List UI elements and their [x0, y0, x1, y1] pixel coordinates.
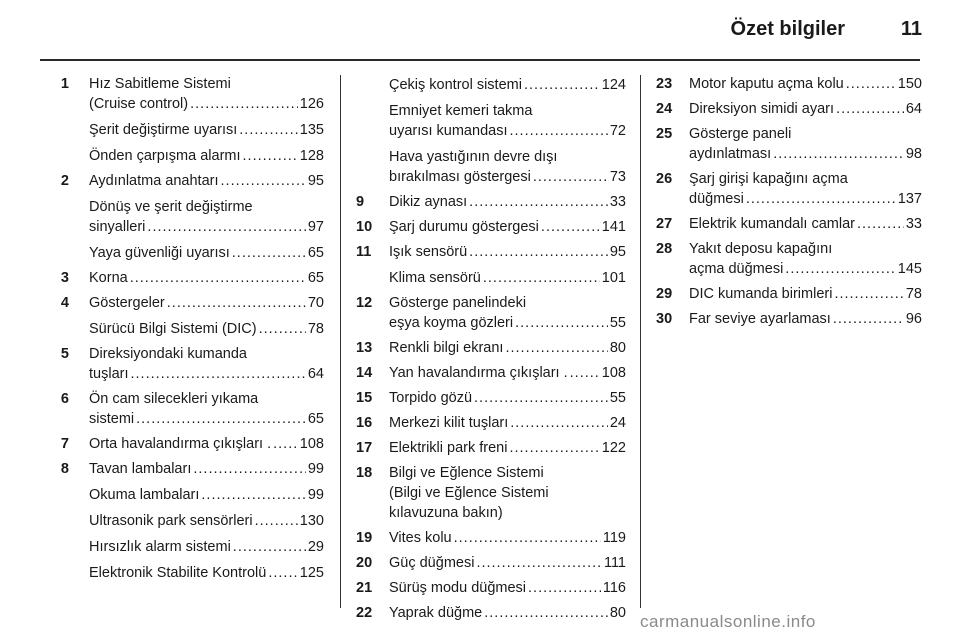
entry-text: Elektronik Stabilite Kontrolü [89, 565, 267, 581]
entry-line [389, 293, 626, 313]
entry-line [89, 217, 324, 237]
dot-leader [273, 434, 298, 454]
page-reference: 95 [307, 173, 324, 189]
item-number: 22 [356, 605, 373, 621]
entry-text: kılavuzuna bakın) [389, 505, 503, 521]
item-number: 29 [656, 286, 673, 302]
entry-text: Aydınlatma anahtarı [89, 173, 219, 189]
entry-line [389, 242, 626, 262]
page-reference: 141 [601, 219, 626, 235]
page-reference: 108 [601, 365, 626, 381]
index-entry [40, 563, 324, 583]
entry-text: eşya koyma gözleri [389, 315, 514, 331]
entry-line [389, 121, 626, 141]
entry-line [389, 578, 626, 598]
dot-leader [190, 94, 298, 114]
item-number: 11 [356, 244, 372, 260]
dot-leader [533, 167, 608, 187]
dot-leader [509, 438, 599, 458]
entry-text: Sürücü Bilgi Sistemi (DIC) [89, 321, 257, 337]
index-entry [40, 197, 324, 237]
index-column-1 [40, 75, 324, 589]
item-number: 6 [60, 391, 69, 407]
index-entry [40, 293, 324, 313]
dot-leader [541, 217, 600, 237]
index-entry [40, 434, 324, 454]
entry-line [389, 268, 626, 288]
index-entry [656, 99, 922, 119]
page-reference: 78 [905, 286, 922, 302]
page-reference: 98 [905, 146, 922, 162]
entry-line [389, 503, 626, 523]
entry-line [689, 124, 922, 144]
index-entry [356, 217, 626, 237]
dot-leader [469, 192, 608, 212]
item-number: 15 [356, 390, 373, 406]
dot-leader [193, 459, 306, 479]
entry-line [389, 167, 626, 187]
entry-text: Torpido gözü [389, 390, 473, 406]
index-entry [356, 242, 626, 262]
page-reference: 29 [307, 539, 324, 555]
entry-line [89, 537, 324, 557]
entry-line [689, 239, 922, 259]
entry-line [689, 144, 922, 164]
page-reference: 64 [905, 101, 922, 117]
page-reference: 135 [299, 122, 324, 138]
item-number: 26 [656, 171, 673, 187]
page-reference: 119 [602, 530, 626, 546]
entry-line [89, 146, 324, 166]
item-number: 4 [60, 295, 69, 311]
dot-leader [833, 309, 904, 329]
entry-text: Dönüş ve şerit değiştirme [89, 199, 253, 215]
page-reference: 55 [609, 390, 626, 406]
page-reference: 101 [601, 270, 626, 286]
dot-leader [505, 338, 607, 358]
entry-line [389, 313, 626, 333]
index-entry [656, 309, 922, 329]
dot-leader [167, 293, 306, 313]
index-entry [656, 284, 922, 304]
entry-text: tuşları [89, 366, 129, 382]
index-entry [356, 463, 626, 523]
dot-leader [846, 74, 896, 94]
page-reference: 78 [307, 321, 324, 337]
index-entry [40, 389, 324, 429]
entry-line [89, 243, 324, 263]
index-entry [356, 192, 626, 212]
entry-text: uyarısı kumandası [389, 123, 508, 139]
entry-line [689, 169, 922, 189]
page-reference: 124 [601, 77, 626, 93]
entry-text: Şarj durumu göstergesi [389, 219, 539, 235]
dot-leader [570, 363, 600, 383]
dot-leader [454, 528, 601, 548]
entry-line [89, 434, 324, 454]
entry-text: Çekiş kontrol sistemi [389, 77, 522, 93]
entry-line [689, 189, 922, 209]
index-entry [356, 363, 626, 383]
entry-text: Gösterge panelindeki [389, 295, 527, 311]
entry-text: Bilgi ve Eğlence Sistemi [389, 465, 544, 481]
entry-text: (Bilgi ve Eğlence Sistemi [389, 485, 549, 501]
page-reference: 108 [299, 436, 324, 452]
dot-leader [232, 243, 306, 263]
index-entry [40, 344, 324, 384]
entry-text: düğmesi [689, 191, 744, 207]
entry-line [389, 438, 626, 458]
entry-line [89, 293, 324, 313]
item-number: 28 [656, 241, 673, 257]
item-number: 5 [60, 346, 69, 362]
entry-text: Direksiyon simidi ayarı [689, 101, 835, 117]
index-entry [40, 268, 324, 288]
entry-line [689, 309, 922, 329]
dot-leader [476, 553, 602, 573]
index-entry [656, 74, 922, 94]
index-entry [40, 319, 324, 339]
item-number: 18 [356, 465, 373, 481]
entry-text: Göstergeler [89, 295, 165, 311]
item-number: 7 [60, 436, 69, 452]
index-entry [356, 268, 626, 288]
index-entry [40, 459, 324, 479]
entry-text: Motor kaputu açma kolu [689, 76, 844, 92]
entry-text: Yaprak düğme [389, 605, 483, 621]
page-reference: 99 [307, 487, 324, 503]
entry-line [89, 459, 324, 479]
entry-text: Hava yastığının devre dışı [389, 149, 558, 165]
index-entry [356, 528, 626, 548]
entry-line [89, 171, 324, 191]
index-entry [40, 74, 324, 114]
entry-line [89, 268, 324, 288]
dot-leader [524, 75, 600, 95]
page-reference: 111 [603, 555, 626, 571]
entry-text: Gösterge paneli [689, 126, 792, 142]
page-title: Özet bilgiler [730, 18, 845, 40]
entry-line [89, 485, 324, 505]
entry-line [389, 363, 626, 383]
index-entry [40, 120, 324, 140]
item-number: 23 [656, 76, 673, 92]
entry-line [89, 364, 324, 384]
item-number: 3 [60, 270, 69, 286]
dot-leader [836, 99, 904, 119]
entry-line [389, 338, 626, 358]
entry-text: Renkli bilgi ekranı [389, 340, 504, 356]
page-reference: 80 [609, 340, 626, 356]
dot-leader [201, 485, 305, 505]
entry-line [389, 192, 626, 212]
page-reference: 125 [299, 565, 324, 581]
dot-leader [509, 121, 607, 141]
page-reference: 64 [307, 366, 324, 382]
entry-text: Ultrasonik park sensörleri [89, 513, 253, 529]
page-reference: 65 [307, 245, 324, 261]
entry-line [89, 74, 324, 94]
entry-line [89, 511, 324, 531]
index-entry [40, 171, 324, 191]
dot-leader [484, 603, 608, 623]
column-divider [640, 75, 641, 608]
index-entry [40, 537, 324, 557]
index-entry [656, 124, 922, 164]
dot-leader [147, 217, 305, 237]
entry-line [689, 284, 922, 304]
page-number: 11 [900, 18, 922, 40]
item-number: 16 [356, 415, 373, 431]
entry-line [389, 217, 626, 237]
entry-line [389, 463, 626, 483]
index-entry [356, 293, 626, 333]
dot-leader [268, 563, 297, 583]
page-reference: 128 [299, 148, 324, 164]
index-entry [656, 169, 922, 209]
entry-text: Emniyet kemeri takma [389, 103, 533, 119]
index-entry [356, 388, 626, 408]
entry-text: Okuma lambaları [89, 487, 200, 503]
entry-line [89, 319, 324, 339]
entry-text: bırakılması göstergesi [389, 169, 531, 185]
entry-line [389, 147, 626, 167]
page-reference: 145 [897, 261, 922, 277]
page-reference: 70 [307, 295, 324, 311]
entry-line [389, 101, 626, 121]
entry-text: DIC kumanda birimleri [689, 286, 833, 302]
entry-text: sinyalleri [89, 219, 146, 235]
dot-leader [469, 242, 608, 262]
dot-leader [136, 409, 306, 429]
index-entry [656, 239, 922, 279]
entry-line [689, 74, 922, 94]
entry-line [689, 99, 922, 119]
entry-line [389, 553, 626, 573]
index-entry [40, 485, 324, 505]
index-entry [356, 338, 626, 358]
entry-line [389, 388, 626, 408]
entry-line [689, 259, 922, 279]
entry-text: Yakıt deposu kapağını [689, 241, 833, 257]
entry-line [89, 94, 324, 114]
page-reference: 73 [609, 169, 626, 185]
index-entry [356, 75, 626, 95]
item-number: 8 [60, 461, 69, 477]
page-reference: 33 [905, 216, 922, 232]
dot-leader [834, 284, 903, 304]
entry-text: Korna [89, 270, 128, 286]
entry-text: Hırsızlık alarm sistemi [89, 539, 231, 555]
index-entry [40, 243, 324, 263]
entry-text: Far seviye ayarlaması [689, 311, 831, 327]
entry-line [89, 344, 324, 364]
dot-leader [746, 189, 896, 209]
page-reference: 24 [609, 415, 626, 431]
index-entry [356, 553, 626, 573]
index-entry [40, 511, 324, 531]
dot-leader [243, 146, 298, 166]
item-number: 24 [656, 101, 673, 117]
index-entry [356, 578, 626, 598]
index-entry [356, 438, 626, 458]
page-reference: 95 [609, 244, 626, 260]
item-number: 12 [356, 295, 373, 311]
entry-text: Merkezi kilit tuşları [389, 415, 509, 431]
entry-line [389, 528, 626, 548]
entry-line [89, 409, 324, 429]
dot-leader [130, 268, 306, 288]
entry-text: Hız Sabitleme Sistemi [89, 76, 231, 92]
item-number: 10 [356, 219, 373, 235]
entry-text: Önden çarpışma alarmı [89, 148, 241, 164]
dot-leader [221, 171, 306, 191]
entry-text: açma düğmesi [689, 261, 784, 277]
column-divider [340, 75, 341, 608]
entry-line [89, 389, 324, 409]
index-entry [356, 147, 626, 187]
page-reference: 122 [601, 440, 626, 456]
page-reference: 80 [609, 605, 626, 621]
dot-leader [773, 144, 904, 164]
page-reference: 137 [897, 191, 922, 207]
index-entry [40, 146, 324, 166]
item-number: 14 [356, 365, 373, 381]
page-reference: 99 [307, 461, 324, 477]
entry-text: Vites kolu [389, 530, 452, 546]
page-reference: 150 [897, 76, 922, 92]
dot-leader [233, 537, 306, 557]
page-reference: 96 [905, 311, 922, 327]
entry-line [89, 120, 324, 140]
item-number: 25 [656, 126, 673, 142]
page-reference: 33 [609, 194, 626, 210]
dot-leader [474, 388, 608, 408]
index-entry [356, 603, 626, 623]
index-column-2 [356, 75, 626, 629]
page-reference: 65 [307, 411, 324, 427]
index-entry [356, 101, 626, 141]
dot-leader [239, 120, 298, 140]
entry-text: Klima sensörü [389, 270, 481, 286]
page-reference: 65 [307, 270, 324, 286]
header-divider [40, 59, 920, 61]
dot-leader [510, 413, 608, 433]
dot-leader [515, 313, 608, 333]
entry-line [389, 75, 626, 95]
entry-text: (Cruise control) [89, 96, 189, 112]
dot-leader [483, 268, 600, 288]
entry-text: Orta havalandırma çıkışları . [89, 436, 272, 452]
entry-line [89, 563, 324, 583]
entry-text: aydınlatması [689, 146, 772, 162]
dot-leader [259, 319, 306, 339]
page-reference: 126 [299, 96, 324, 112]
page-reference: 116 [602, 580, 626, 596]
entry-line [389, 413, 626, 433]
page-reference: 55 [609, 315, 626, 331]
entry-text: Yan havalandırma çıkışları . [389, 365, 568, 381]
page-reference: 72 [609, 123, 626, 139]
watermark: carmanualsonline.info [640, 612, 816, 631]
item-number: 1 [60, 76, 69, 92]
entry-text: Elektrik kumandalı camlar [689, 216, 855, 232]
entry-text: Yaya güvenliği uyarısı [89, 245, 230, 261]
index-entry [356, 413, 626, 433]
entry-line [389, 483, 626, 503]
entry-text: Dikiz aynası [389, 194, 468, 210]
entry-text: sistemi [89, 411, 135, 427]
item-number: 13 [356, 340, 373, 356]
item-number: 9 [356, 194, 365, 210]
index-column-3 [656, 75, 922, 335]
dot-leader [857, 214, 904, 234]
entry-line [389, 603, 626, 623]
index-entry [656, 214, 922, 234]
item-number: 2 [60, 173, 69, 189]
item-number: 19 [356, 530, 373, 546]
entry-text: Elektrikli park freni [389, 440, 508, 456]
item-number: 30 [656, 311, 673, 327]
page-reference: 130 [299, 513, 324, 529]
item-number: 17 [356, 440, 373, 456]
entry-text: Güç düğmesi [389, 555, 475, 571]
entry-text: Ön cam silecekleri yıkama [89, 391, 259, 407]
entry-text: Direksiyondaki kumanda [89, 346, 247, 362]
entry-text: Tavan lambaları [89, 461, 192, 477]
entry-text: Işık sensörü [389, 244, 468, 260]
entry-text: Şarj girişi kapağını açma [689, 171, 848, 187]
item-number: 27 [656, 216, 673, 232]
page-reference: 97 [307, 219, 324, 235]
dot-leader [785, 259, 896, 279]
entry-line [89, 197, 324, 217]
dot-leader [131, 364, 306, 384]
entry-text: Şerit değiştirme uyarısı [89, 122, 238, 138]
item-number: 20 [356, 555, 373, 571]
dot-leader [255, 511, 298, 531]
dot-leader [528, 578, 601, 598]
item-number: 21 [356, 580, 373, 596]
entry-text: Sürüş modu düğmesi [389, 580, 527, 596]
entry-line [689, 214, 922, 234]
